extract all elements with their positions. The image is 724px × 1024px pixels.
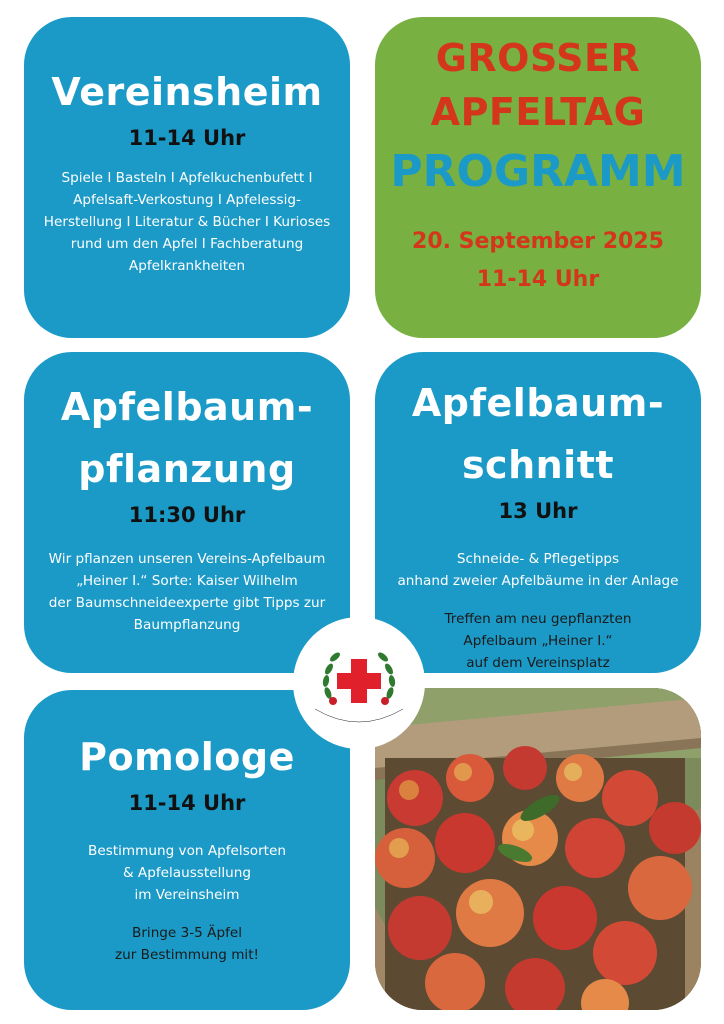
schnitt-title-line2: schnitt (461, 443, 615, 487)
pomologe-description (24, 840, 350, 906)
programm-card (375, 17, 701, 338)
description-line: Baumpflanzung (133, 617, 241, 633)
meeting-line: Treffen am neu gepflanzten (444, 611, 632, 627)
vereinsheim-description (24, 167, 350, 277)
event-date: 20. September 2025 (412, 229, 664, 254)
description-line: Bestimmung von Apfelsorten (88, 843, 286, 859)
cta-line: zur Bestimmung mit! (114, 947, 259, 963)
description-line: Apfelsaft-Verkostung I Apfelessig- (73, 192, 301, 208)
description-line: anhand zweier Apfelbäume in der Anlage (397, 573, 679, 589)
description-line: Apfelkrankheiten (128, 258, 246, 274)
schnitt-description (375, 548, 701, 592)
headline-programm: PROGRAMM (390, 146, 686, 197)
description-line: im Vereinsheim (134, 887, 240, 903)
pflanzung-title-line1: Apfelbaum- (60, 385, 314, 429)
club-logo (293, 617, 425, 749)
description-line: & Apfelausstellung (123, 865, 251, 881)
description-line: Spiele I Basteln I Apfelkuchenbufett I (61, 170, 313, 186)
cta-line: Bringe 3-5 Äpfel (132, 925, 242, 941)
pomologe-time: 11-14 Uhr (128, 791, 246, 815)
club-emblem (293, 617, 425, 749)
description-line: Herstellung I Literatur & Bücher I Kurioses (43, 214, 331, 230)
description-line: Schneide- & Pflegetipps (456, 551, 620, 567)
red-cross-icon (337, 659, 381, 703)
description-line: der Baumschneideexperte gibt Tipps zur (48, 595, 326, 611)
pomologe-call-to-action (24, 922, 350, 966)
meeting-line: Apfelbaum „Heiner I.“ (463, 633, 613, 649)
headline-grosser: GROSSER (435, 36, 641, 80)
description-line: Wir pflanzen unseren Vereins-Apfelbaum (48, 551, 326, 567)
vereinsheim-title: Vereinsheim (51, 70, 323, 114)
vereinsheim-card (24, 17, 350, 338)
description-line: „Heiner I.“ Sorte: Kaiser Wilhelm (76, 573, 298, 589)
pflanzung-title-line2: pflanzung (78, 447, 296, 491)
schnitt-title-line1: Apfelbaum- (411, 381, 665, 425)
pomologe-title: Pomologe (79, 735, 295, 779)
headline-apfeltag: APFELTAG (430, 90, 646, 134)
pflanzung-time: 11:30 Uhr (128, 503, 246, 527)
vereinsheim-time: 11-14 Uhr (128, 126, 246, 150)
meeting-line: auf dem Vereinsplatz (466, 655, 610, 671)
schnitt-time: 13 Uhr (498, 499, 578, 523)
description-line: rund um den Apfel I Fachberatung (70, 236, 304, 252)
event-time: 11-14 Uhr (476, 267, 600, 292)
